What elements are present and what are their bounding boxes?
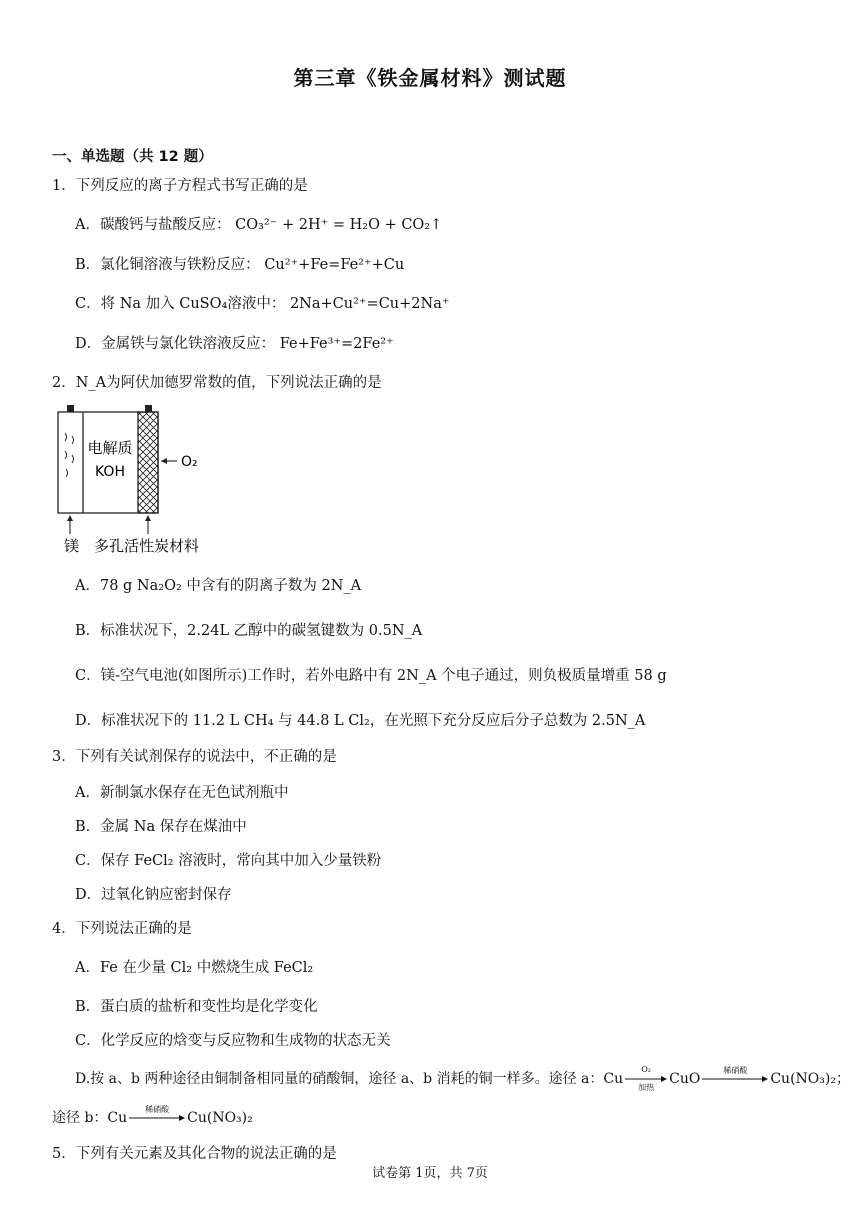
carbon-label: 多孔活性炭材料 [94,537,200,555]
right-terminal [145,405,152,412]
option-d-text: D．金属铁与氯化铁溶液反应： [75,336,276,352]
question-3-stem: 3．下列有关试剂保存的说法中，不正确的是 [52,749,337,765]
route-b-text: 途径 b：Cu [52,1110,128,1126]
question-2-option-a: A．78 g Na₂O₂ 中含有的阴离子数为 2N_A [75,578,362,594]
question-3-option-c: C．保存 FeCl₂ 溶液时，常向其中加入少量铁粉 [75,853,382,869]
question-2-option-c: C．镁-空气电池(如图所示)工作时，若外电路中有 2N_A 个电子通过，则负极质量增重 58 g [75,668,667,684]
question-1-option-d [75,332,394,353]
option-d-equation: Fe+Fe³⁺=2Fe²⁺ [279,336,394,352]
question-4-option-b: B．蛋白质的盐析和变性均是化学变化 [75,999,318,1015]
porous-carbon-layer [138,412,158,513]
route-b-arrow-reagent: 稀硝酸 [145,1105,170,1114]
route-b-product: Cu(NO₃)₂ [187,1110,253,1126]
arrow-condition-bottom: 加热 [638,1083,655,1092]
question-4-option-a: A．Fe 在少量 Cl₂ 中燃烧生成 FeCl₂ [75,960,314,976]
question-2-stem: 2．N_A为阿伏加德罗常数的值，下列说法正确的是 [52,375,382,391]
option-c-text: C．将 Na 加入 CuSO₄溶液中： [75,296,286,312]
question-3-option-b: B．金属 Na 保存在煤油中 [75,819,247,835]
question-2-option-d: D．标准状况下的 11.2 L CH₄ 与 44.8 L Cl₂，在光照下充分反应后分子总数为 2.5N_A [75,713,646,729]
question-1-option-c [75,292,450,313]
section-heading: 一、单选题（共 12 题） [52,149,213,165]
question-1-option-b [75,253,404,274]
mg-label: 镁 [64,537,80,555]
question-2-option-b: B．标准状况下，2.24L 乙醇中的碳氢键数为 0.5N_A [75,623,423,639]
arrow-reagent-top: 稀硝酸 [723,1066,748,1075]
o2-label: O₂ [181,454,198,470]
question-4-option-c: C．化学反应的焓变与反应物和生成物的状态无关 [75,1033,391,1049]
page-footer: 试卷第 1页，共 7页 [372,1166,488,1181]
reaction-arrow-o2 [625,1065,667,1092]
question-1-stem: 1．下列反应的离子方程式书写正确的是 [52,178,308,194]
option-b-text: B．氯化铜溶液与铁粉反应： [75,257,260,273]
left-terminal [67,405,74,412]
option-c-equation: 2Na+Cu²⁺=Cu+2Na⁺ [289,296,450,312]
reaction-arrow-route-b [129,1105,185,1123]
question-4-option-d [75,1065,850,1092]
question-5-stem: 5．下列有关元素及其化合物的说法正确的是 [52,1146,337,1162]
page-title: 第三章《铁金属材料》测试题 [293,66,567,90]
question-4-route-b [52,1107,253,1127]
electrolyte-label: 电解质 [87,439,133,457]
reaction-arrow-hno3 [702,1066,768,1084]
question-1-option-a [75,213,442,234]
intermediate-cuo: CuO [669,1071,701,1087]
koh-label: KOH [95,464,125,480]
question-3-option-d: D．过氧化钠应密封保存 [75,887,232,903]
question-4-stem: 4．下列说法正确的是 [52,921,192,937]
option-d-description: D.按 a、b 两种途径由铜制备相同量的硝酸铜，途径 a、b 消耗的铜一样多。途径 a：Cu [75,1071,624,1087]
option-b-equation: Cu²⁺+Fe=Fe²⁺+Cu [264,257,405,273]
mg-air-battery-diagram [52,403,222,555]
option-a-equation: CO₃²⁻ + 2H⁺ = H₂O + CO₂↑ [235,217,443,233]
option-a-text: A．碳酸钙与盐酸反应： [75,217,231,233]
question-3-option-a: A．新制氯水保存在无色试剂瓶中 [75,785,289,801]
product-cu-nitrate: Cu(NO₃)₂； [770,1071,850,1087]
arrow-condition-top: O₂ [641,1065,651,1074]
